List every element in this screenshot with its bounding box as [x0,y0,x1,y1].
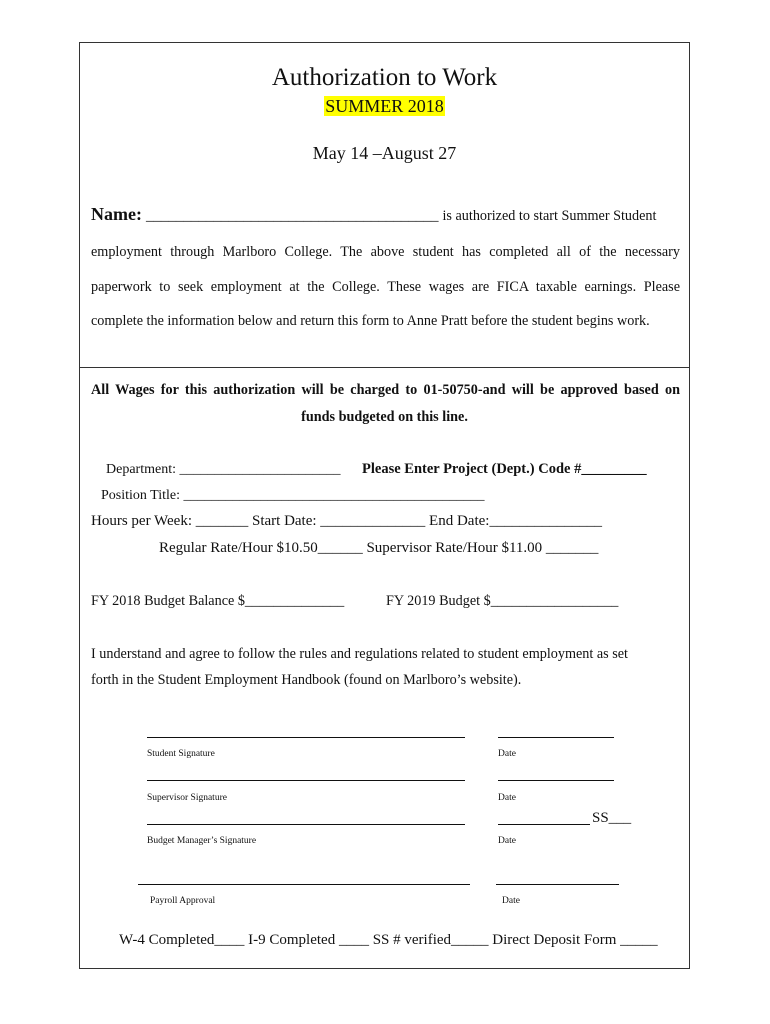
form-border [79,42,690,969]
completion-checklist[interactable]: W-4 Completed____ I-9 Completed ____ SS # verified_____ Direct Deposit Form _____ [119,932,658,948]
name-label: Name: [91,204,142,224]
agreement-line2: forth in the Student Employment Handbook (found on Marlboro’s website). [91,672,522,688]
date-range: May 14 –August 27 [312,143,457,163]
intro-line1-tail: is authorized to start Summer Student [442,208,657,224]
payroll-approval-label: Payroll Approval [150,896,216,906]
agreement-line1: I understand and agree to follow the rules and regulations related to student employment as set [91,646,628,662]
budget-manager-signature-label: Budget Manager’s Signature [147,836,257,846]
intro-line2: employment through Marlboro College. The above student has completed all of the necessary [91,244,680,260]
term-label [79,96,690,117]
student-date-line[interactable] [498,737,614,738]
hours-dates-row[interactable]: Hours per Week: _______ Start Date: ______________ End Date:_______________ [91,513,602,529]
student-signature-label: Student Signature [147,749,215,759]
project-code-field[interactable]: Please Enter Project (Dept.) Code #_________ [362,461,647,477]
fy2019-budget-field[interactable]: FY 2019 Budget $__________________ [386,593,619,609]
budget-manager-date-line[interactable] [498,824,590,825]
supervisor-signature-line[interactable] [147,780,465,781]
term-highlight: SUMMER 2018 [325,96,444,116]
payroll-approval-line[interactable] [138,884,470,885]
position-title-field[interactable]: Position Title: ___________________________________________ [101,488,485,503]
supervisor-date-line[interactable] [498,780,614,781]
fy2018-budget-field[interactable]: FY 2018 Budget Balance $______________ [91,593,345,609]
wages-line1: All Wages for this authorization will be charged to 01-50750-and will be approved based on [91,382,680,398]
budget-manager-signature-line[interactable] [147,824,465,825]
student-signature-line[interactable] [147,737,465,738]
section-divider [79,367,690,368]
rates-row[interactable]: Regular Rate/Hour $10.50______ Supervisor Rate/Hour $11.00 _______ [159,540,599,556]
payroll-date-line[interactable] [496,884,619,885]
wages-line2: funds budgeted on this line. [301,409,468,425]
intro-line3: paperwork to seek employment at the College. These wages are FICA taxable earnings. Please [91,279,680,295]
name-field[interactable]: _______________________________________ [145,208,439,224]
supervisor-date-label: Date [498,793,516,803]
ss-field[interactable]: SS___ [592,810,632,826]
name-row [91,204,656,225]
form-title: Authorization to Work [271,64,498,91]
intro-line4: complete the information below and return this form to Anne Pratt before the student begins work. [91,313,650,329]
supervisor-signature-label: Supervisor Signature [147,793,227,803]
student-date-label: Date [498,749,516,759]
budget-manager-date-label: Date [498,836,516,846]
department-field[interactable]: Department: _______________________ [106,462,341,477]
payroll-date-label: Date [502,896,520,906]
